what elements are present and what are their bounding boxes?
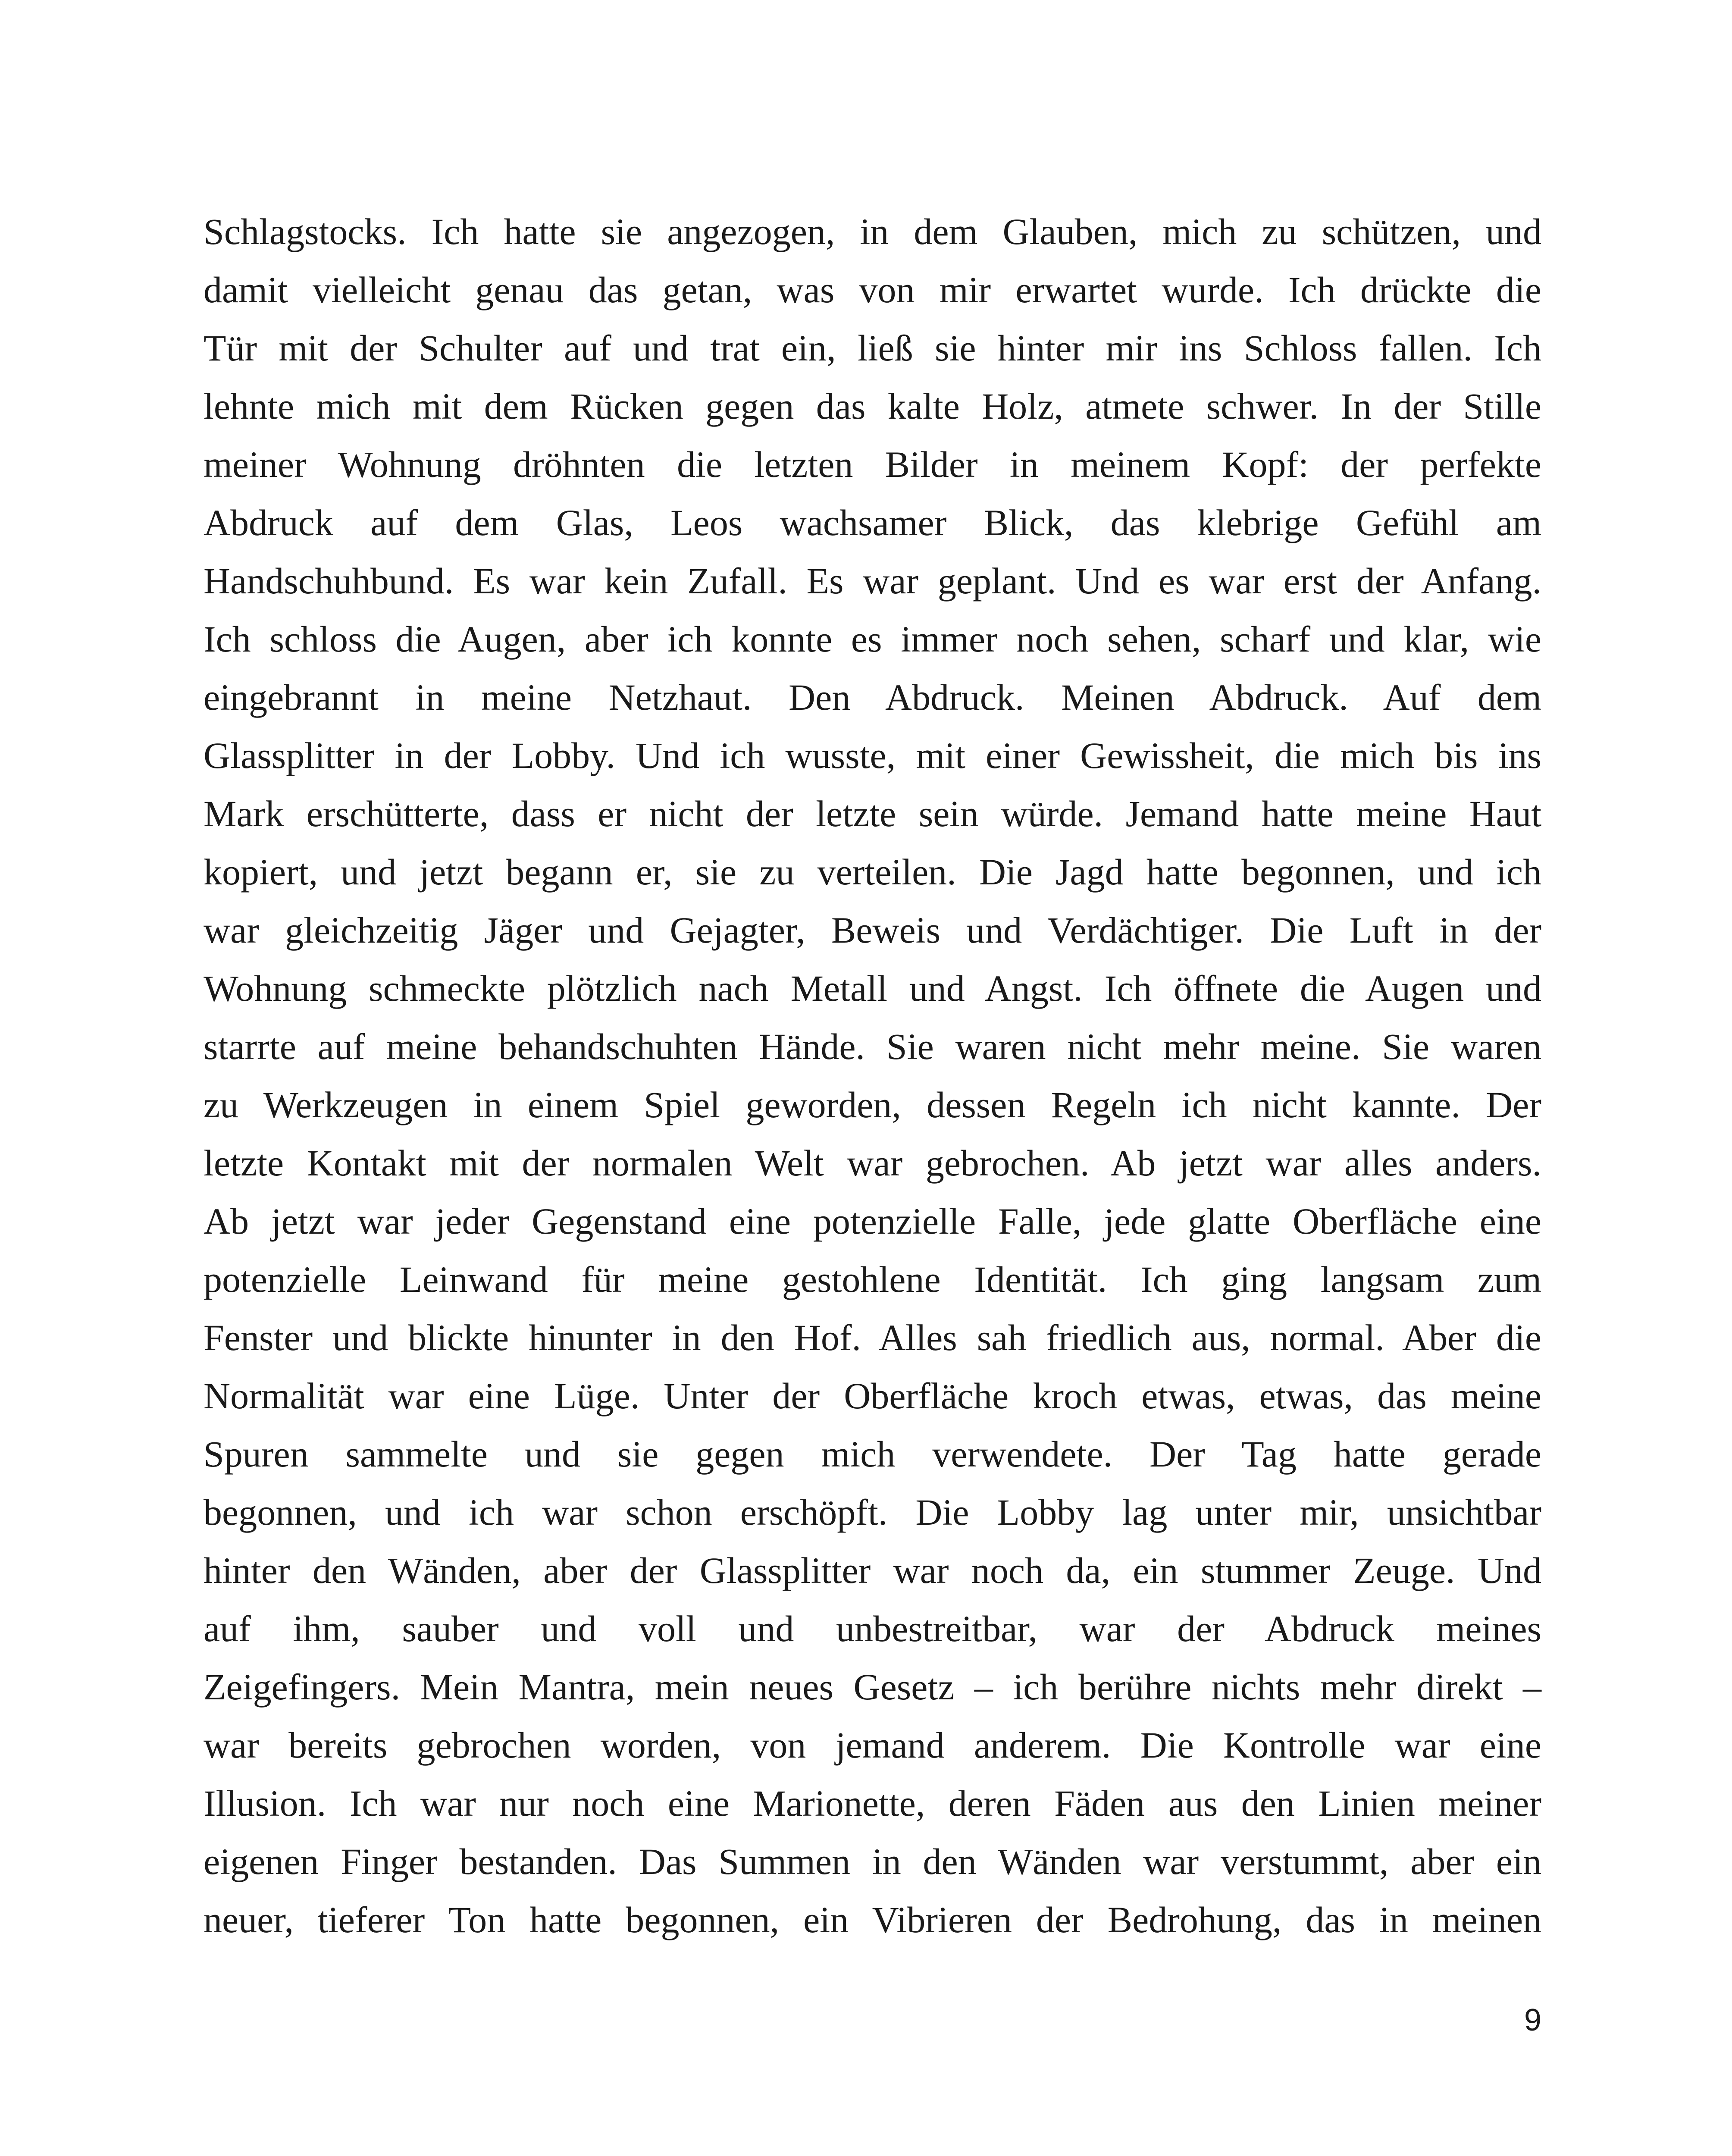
text-line: auf ihm, sauber und voll und unbestreitbar, war der Abdruck meines	[204, 1608, 1541, 1649]
text-line: Wohnung schmeckte plötzlich nach Metall und Angst. Ich öffnete die Augen und	[204, 968, 1541, 1009]
text-line: lehnte mich mit dem Rücken gegen das kalte Holz, atmete schwer. In der Stille	[204, 385, 1541, 427]
text-line: war gleichzeitig Jäger und Gejagter, Beweis und Verdächtiger. Die Luft in der	[204, 909, 1541, 951]
text-line: letzte Kontakt mit der normalen Welt war gebrochen. Ab jetzt war alles anders.	[204, 1142, 1541, 1184]
text-line: eigenen Finger bestanden. Das Summen in den Wänden war verstummt, aber ein	[204, 1841, 1541, 1882]
text-line: Schlagstocks. Ich hatte sie angezogen, in dem Glauben, mich zu schützen, und	[204, 211, 1541, 252]
text-line: Illusion. Ich war nur noch eine Marionette, deren Fäden aus den Linien meiner	[204, 1783, 1541, 1824]
text-line: Zeigefingers. Mein Mantra, mein neues Gesetz – ich berühre nichts mehr direkt –	[204, 1666, 1541, 1708]
page-number: 9	[1524, 2003, 1541, 2037]
text-line: starrte auf meine behandschuhten Hände. Sie waren nicht mehr meine. Sie waren	[204, 1026, 1541, 1067]
text-line: potenzielle Leinwand für meine gestohlene Identität. Ich ging langsam zum	[204, 1259, 1541, 1300]
text-line: war bereits gebrochen worden, von jemand anderem. Die Kontrolle war eine	[204, 1724, 1541, 1766]
text-line: damit vielleicht genau das getan, was von mir erwartet wurde. Ich drückte die	[204, 269, 1541, 310]
text-line: meiner Wohnung dröhnten die letzten Bilder in meinem Kopf: der perfekte	[204, 444, 1541, 485]
text-line: Abdruck auf dem Glas, Leos wachsamer Blick, das klebrige Gefühl am	[204, 502, 1541, 543]
text-line: Handschuhbund. Es war kein Zufall. Es war geplant. Und es war erst der Anfang.	[204, 560, 1541, 602]
text-line: zu Werkzeugen in einem Spiel geworden, dessen Regeln ich nicht kannte. Der	[204, 1084, 1541, 1125]
text-line: Fenster und blickte hinunter in den Hof. Alles sah friedlich aus, normal. Aber die	[204, 1317, 1541, 1358]
text-line: Tür mit der Schulter auf und trat ein, ließ sie hinter mir ins Schloss fallen. Ich	[204, 327, 1541, 369]
text-line: Ab jetzt war jeder Gegenstand eine potenzielle Falle, jede glatte Oberfläche eine	[204, 1200, 1541, 1242]
text-line: begonnen, und ich war schon erschöpft. Die Lobby lag unter mir, unsichtbar	[204, 1492, 1541, 1533]
body-text	[204, 203, 1541, 1949]
text-line: neuer, tieferer Ton hatte begonnen, ein Vibrieren der Bedrohung, das in meinen	[204, 1899, 1541, 1940]
text-line: hinter den Wänden, aber der Glassplitter war noch da, ein stummer Zeuge. Und	[204, 1550, 1541, 1591]
text-line: Glassplitter in der Lobby. Und ich wusste, mit einer Gewissheit, die mich bis ins	[204, 735, 1541, 776]
text-line: Spuren sammelte und sie gegen mich verwendete. Der Tag hatte gerade	[204, 1433, 1541, 1475]
text-line: kopiert, und jetzt begann er, sie zu verteilen. Die Jagd hatte begonnen, und ich	[204, 851, 1541, 893]
text-line: Mark erschütterte, dass er nicht der letzte sein würde. Jemand hatte meine Haut	[204, 793, 1541, 834]
text-line: Ich schloss die Augen, aber ich konnte es immer noch sehen, scharf und klar, wie	[204, 618, 1541, 660]
text-line: eingebrannt in meine Netzhaut. Den Abdruck. Meinen Abdruck. Auf dem	[204, 677, 1541, 718]
text-line: Normalität war eine Lüge. Unter der Oberfläche kroch etwas, etwas, das meine	[204, 1375, 1541, 1416]
